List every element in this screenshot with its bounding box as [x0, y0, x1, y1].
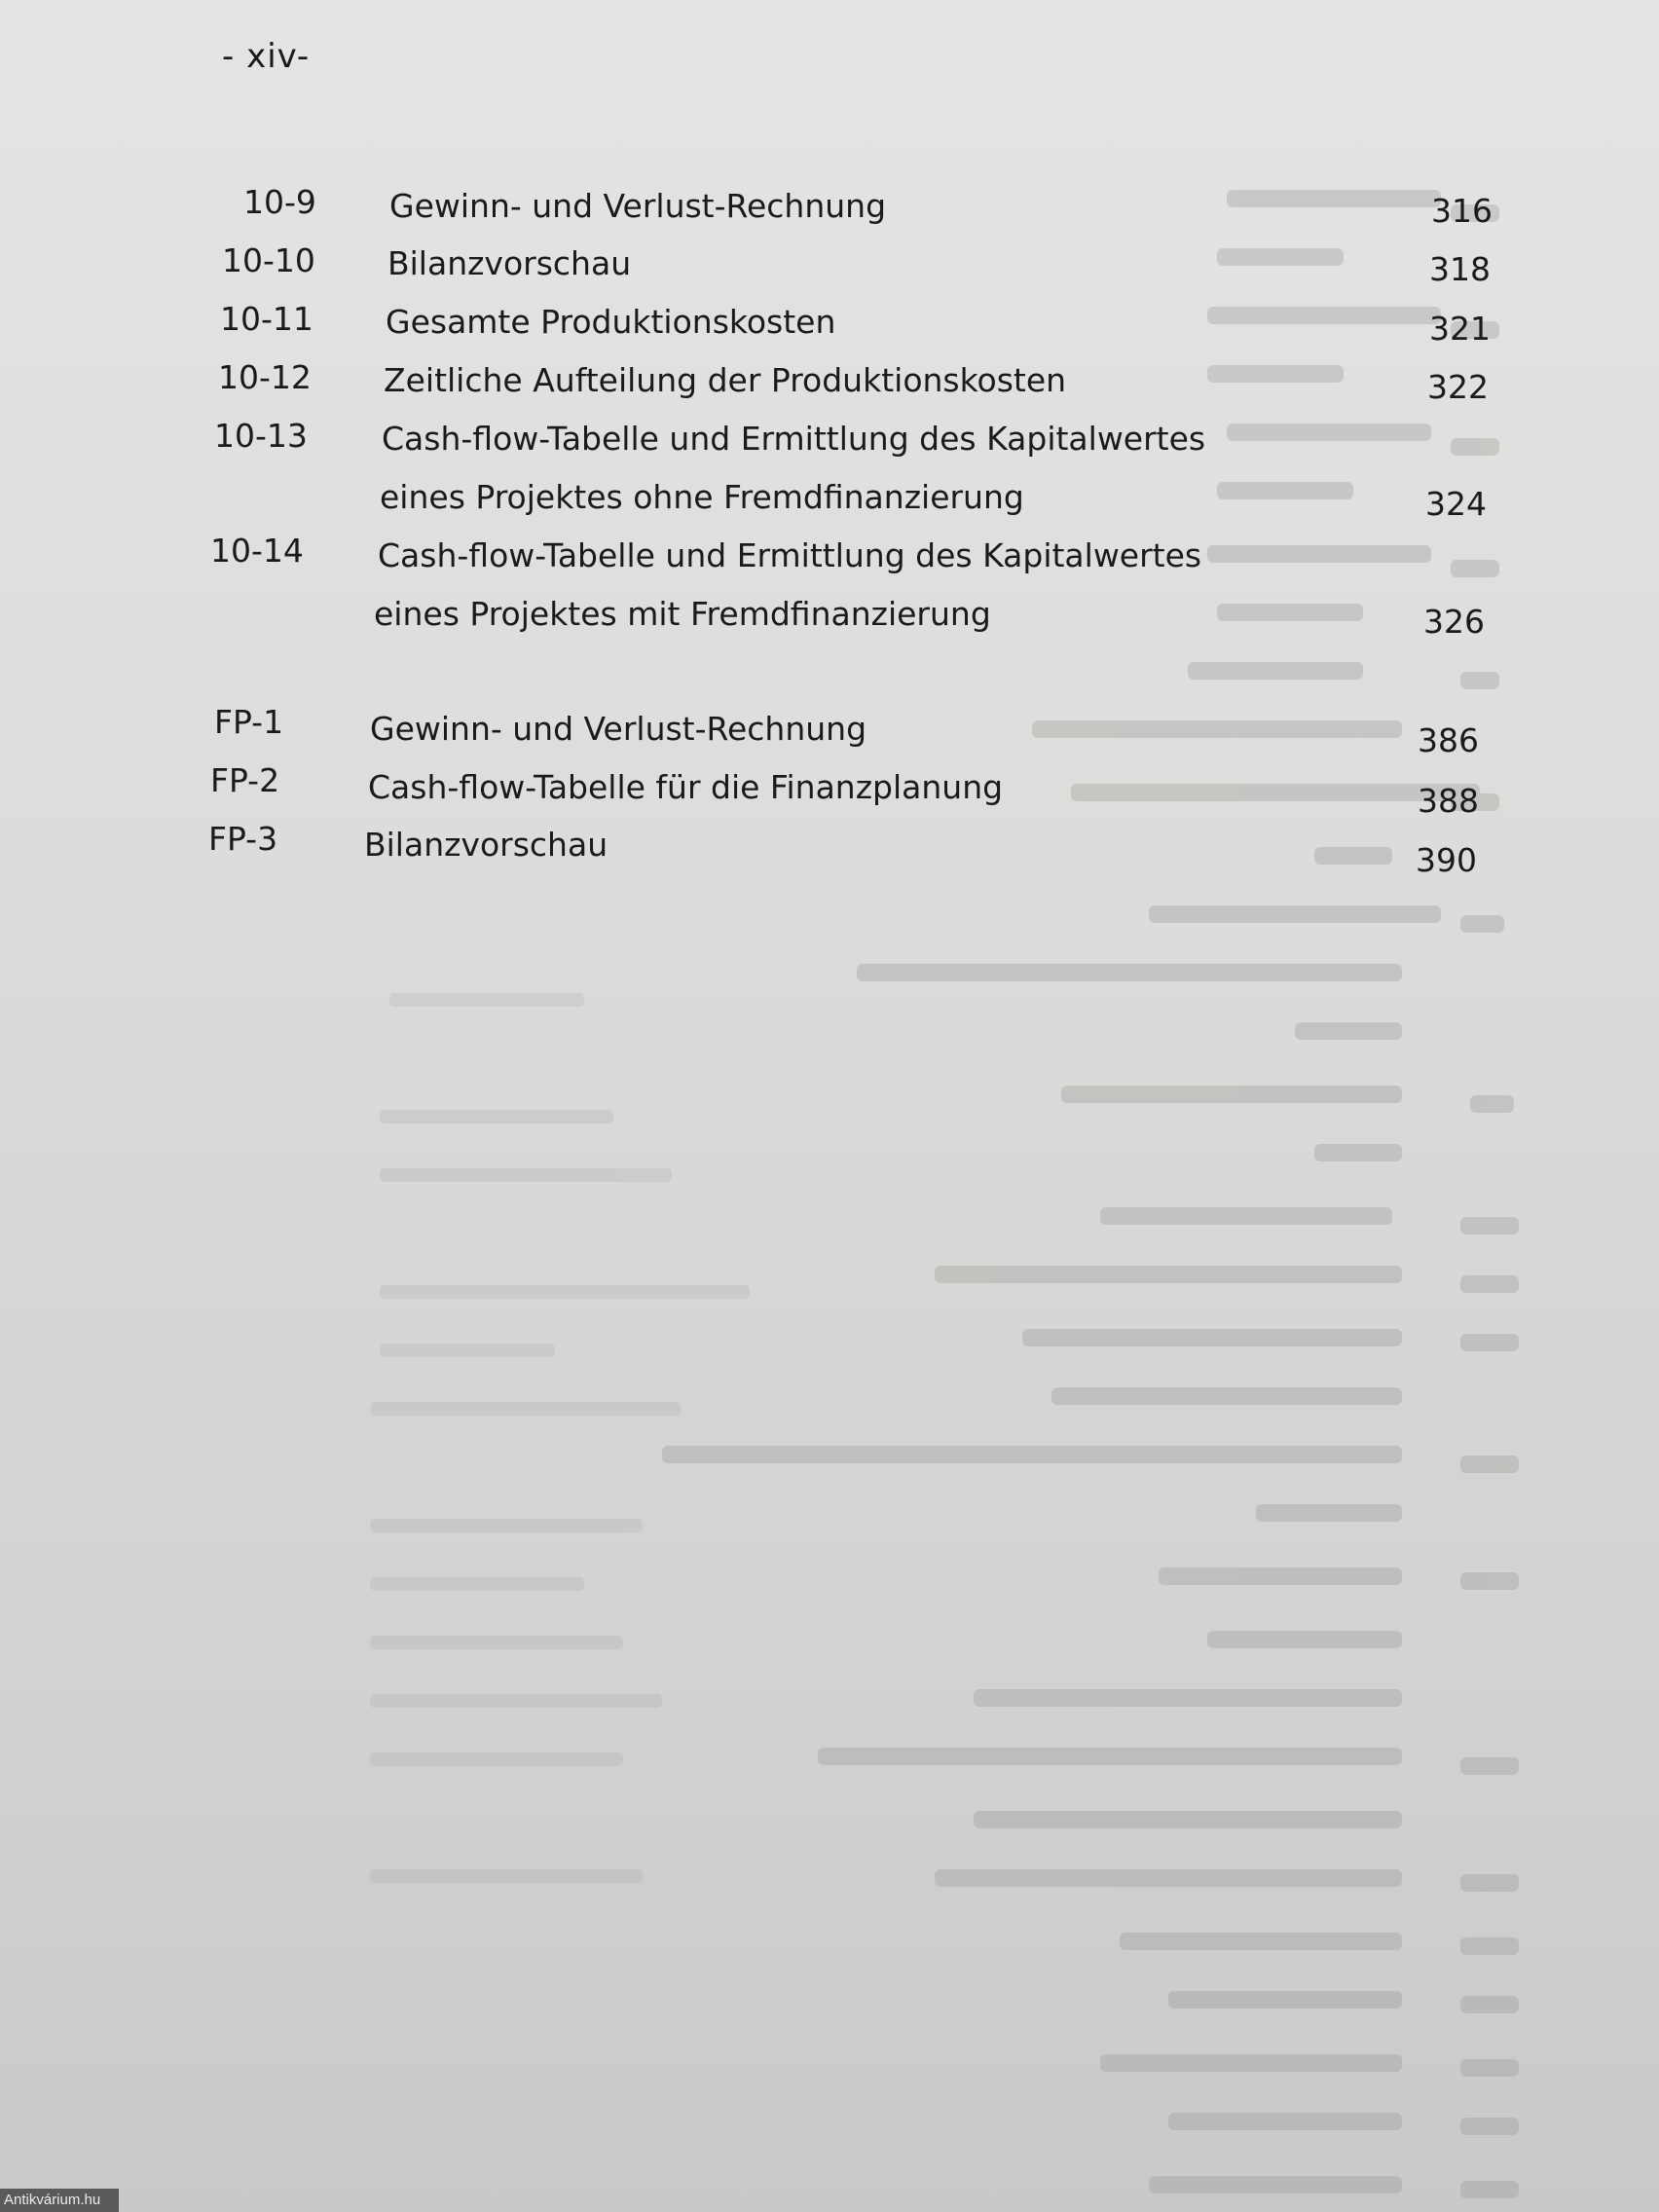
entry-number: 10-10	[222, 241, 315, 279]
entry-number: 10-13	[214, 417, 308, 455]
entry-number: 10-14	[210, 532, 304, 570]
page-number: - xiv-	[222, 37, 311, 76]
entry-page: 318	[1429, 250, 1491, 288]
entry-page: 390	[1416, 841, 1477, 879]
entry-number: FP-2	[210, 761, 280, 799]
entry-page: 386	[1418, 721, 1479, 759]
entry-title: Zeitliche Aufteilung der Produktionskosten	[384, 361, 1067, 399]
entry-title: Cash-flow-Tabelle und Ermittlung des Kapitalwertes	[382, 420, 1206, 458]
entry-number: 10-9	[243, 183, 316, 221]
entry-page: 324	[1425, 485, 1487, 523]
entry-title: Bilanzvorschau	[387, 244, 632, 282]
entry-number: FP-3	[208, 820, 278, 858]
entry-title: Gewinn- und Verlust-Rechnung	[370, 710, 867, 748]
entry-number: 10-11	[220, 300, 313, 338]
entry-page: 388	[1418, 782, 1479, 820]
entry-title: Gesamte Produktionskosten	[386, 303, 836, 341]
entry-title: Bilanzvorschau	[364, 826, 608, 864]
entry-number: 10-12	[218, 358, 312, 396]
entry-page: 326	[1423, 603, 1485, 641]
entry-number: FP-1	[214, 703, 284, 741]
entry-page: 321	[1429, 310, 1491, 348]
entry-title: Gewinn- und Verlust-Rechnung	[389, 187, 887, 225]
entry-title-continued: eines Projektes ohne Fremdfinanzierung	[380, 478, 1024, 516]
watermark: Antikvárium.hu	[0, 2189, 119, 2212]
entry-title-continued: eines Projektes mit Fremdfinanzierung	[374, 595, 991, 633]
entry-page: 316	[1431, 192, 1493, 230]
entry-title: Cash-flow-Tabelle und Ermittlung des Kapitalwertes	[378, 536, 1202, 574]
entry-page: 322	[1427, 368, 1489, 406]
entry-title: Cash-flow-Tabelle für die Finanzplanung	[368, 768, 1004, 806]
